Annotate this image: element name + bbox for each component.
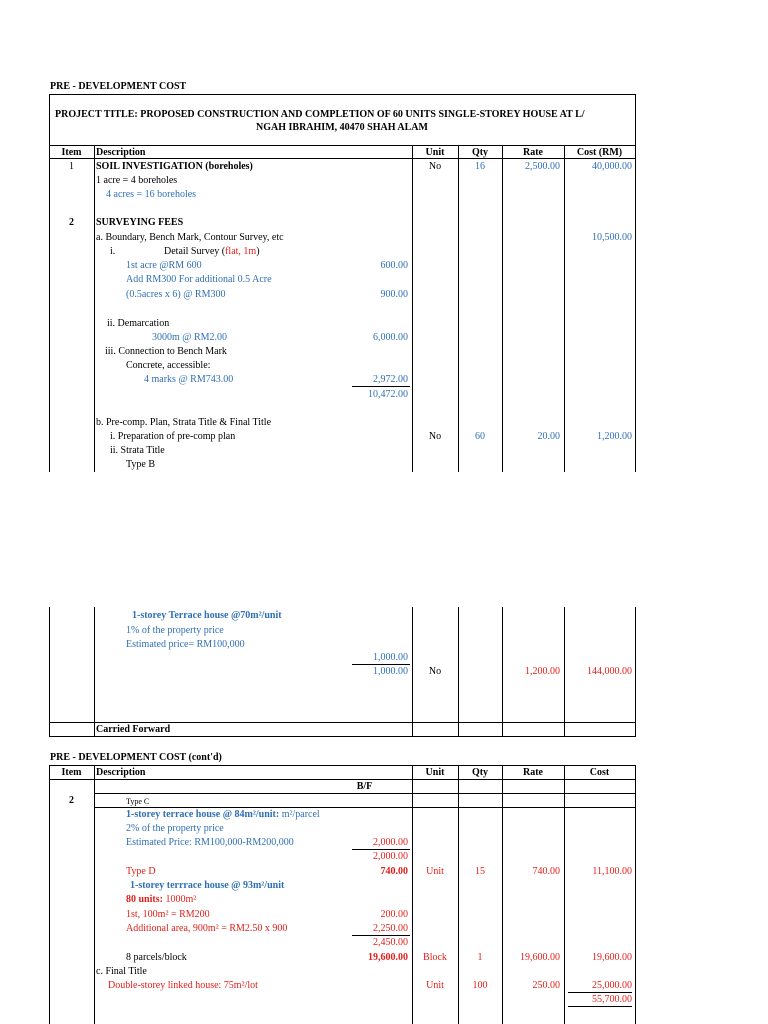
item2-number: 2: [69, 217, 74, 228]
item1-cost: 40,000.00: [592, 161, 632, 172]
calc-amount: 900.00: [380, 289, 408, 300]
amount-2: 1,000.00: [373, 666, 408, 677]
double-storey: Double-storey linked house: 75m²/lot: [108, 980, 258, 991]
s3-header-description: Description: [96, 767, 146, 778]
item1-qty: 16: [475, 161, 485, 172]
parcels-amount: 19,600.00: [368, 952, 408, 963]
header-description: Description: [96, 147, 146, 158]
type-d-rate: 740.00: [532, 866, 560, 877]
bench-mark-label: iii. Connection to Bench Mark: [105, 346, 227, 357]
ds-qty: 100: [472, 980, 488, 991]
item1-line1: 1 acre = 4 boreholes: [96, 175, 178, 186]
first-100: 1st, 100m² = RM200: [126, 909, 210, 920]
section2-cost: 144,000.00: [587, 666, 632, 677]
first-acre: 1st acre @RM 600: [126, 260, 202, 271]
precomp-plan: i. Preparation of pre-comp plan: [110, 431, 236, 442]
demarcation-label: ii. Demarcation: [107, 318, 170, 329]
item1-rate: 2,500.00: [525, 161, 560, 172]
calc-line: (0.5acres x 6) @ RM300: [126, 289, 226, 300]
demarcation-line: 3000m @ RM2.00: [152, 332, 228, 343]
terrace-84: 1-storey terrace house @ 84m²/unit: m²/parcel: [126, 809, 320, 820]
terrace-93: 1-storey terrrace house @ 93m²/unit: [130, 880, 285, 891]
area-sum: 2,450.00: [373, 937, 408, 948]
type-c: Type C: [126, 797, 150, 806]
carried-forward: Carried Forward: [96, 724, 171, 735]
page-heading: PRE - DEVELOPMENT COST: [50, 81, 187, 92]
header-rate: Rate: [523, 147, 543, 158]
marks-amount: 2,972.00: [373, 374, 408, 385]
item1-title: SOIL INVESTIGATION (boreholes): [96, 161, 253, 172]
section2-rate: 1,200.00: [525, 666, 560, 677]
section2-unit: No: [428, 666, 442, 677]
type-d: Type D: [126, 866, 156, 877]
header-cost: Cost (RM): [576, 147, 623, 158]
s3-header-qty: Qty: [471, 767, 489, 778]
item2a-cost: 10,500.00: [592, 232, 632, 243]
first-100-amount: 200.00: [380, 909, 408, 920]
s3-header-cost: Cost: [589, 767, 610, 778]
pct-2: 2% of the property price: [126, 823, 224, 834]
item1-number: 1: [69, 161, 74, 172]
precomp-unit: No: [428, 431, 442, 442]
precomp-rate: 20.00: [537, 431, 560, 442]
type-b: Type B: [126, 459, 156, 470]
item2b-label: b. Pre-comp. Plan, Strata Title & Final Title: [96, 417, 272, 428]
marks-line: 4 marks @ RM743.00: [144, 374, 234, 385]
estimated-price: Estimated price= RM100,000: [126, 639, 245, 650]
item2-title: SURVEYING FEES: [96, 217, 184, 228]
additional-area-amount: 2,250.00: [373, 923, 408, 934]
final-title: c. Final Title: [96, 966, 147, 977]
ds-cost: 25,000.00: [592, 980, 632, 991]
total-cost: 55,700.00: [592, 994, 632, 1005]
type-d-unit: Unit: [426, 866, 444, 877]
precomp-qty: 60: [475, 431, 485, 442]
parcels-unit: Block: [423, 952, 447, 963]
parcels-rate: 19,600.00: [520, 952, 560, 963]
s3-header-rate: Rate: [523, 767, 543, 778]
terrace-70: 1-storey Terrace house @70m²/unit: [132, 610, 282, 621]
header-item: Item: [61, 147, 82, 158]
additional-area: Additional area, 900m² = RM2.50 x 900: [126, 923, 288, 934]
parcels-qty: 1: [477, 952, 483, 963]
header-qty: Qty: [471, 147, 489, 158]
item1-unit: No: [428, 161, 442, 172]
estimated-price-2: Estimated Price: RM100,000-RM200,000: [126, 837, 294, 848]
item2a-i-label: i.: [110, 246, 116, 257]
s3-header-unit: Unit: [425, 767, 445, 778]
concrete-line: Concrete, accessible:: [126, 360, 211, 371]
item1-line2: 4 acres = 16 boreholes: [106, 189, 197, 200]
item2a-label: a. Boundary, Bench Mark, Contour Survey, etc: [96, 232, 284, 243]
strata-title: ii. Strata Title: [110, 445, 165, 456]
s3-header-item: Item: [61, 767, 82, 778]
est2-amount-1: 2,000.00: [373, 837, 408, 848]
type-d-amount: 740.00: [380, 866, 408, 877]
first-acre-amount: 600.00: [380, 260, 408, 271]
section3-heading: PRE - DEVELOPMENT COST (cont'd): [50, 752, 222, 763]
amount-1: 1,000.00: [373, 652, 408, 663]
survey-subtotal: 10,472.00: [368, 389, 408, 400]
units-80: 80 units: 1000m²: [126, 894, 197, 905]
detail-survey: Detail Survey (flat, 1m): [164, 246, 260, 257]
s3-item-number: 2: [69, 795, 74, 806]
header-unit: Unit: [425, 147, 445, 158]
precomp-cost: 1,200.00: [597, 431, 632, 442]
pct-1: 1% of the property price: [126, 625, 224, 636]
parcels-block: 8 parcels/block: [126, 952, 187, 963]
demarcation-amount: 6,000.00: [373, 332, 408, 343]
project-title: PROJECT TITLE: PROPOSED CONSTRUCTION AND COMPLETION OF 60 UNITS SINGLE-STOREY HOUSE AT L/: [55, 109, 585, 120]
add-line: Add RM300 For additional 0.5 Acre: [126, 274, 272, 285]
ds-rate: 250.00: [532, 980, 560, 991]
type-d-qty: 15: [475, 866, 485, 877]
est2-amount-2: 2,000.00: [373, 851, 408, 862]
ds-unit: Unit: [426, 980, 444, 991]
type-d-cost: 11,100.00: [592, 866, 632, 877]
project-title-line2: NGAH IBRAHIM, 40470 SHAH ALAM: [256, 122, 428, 133]
parcels-cost: 19,600.00: [592, 952, 632, 963]
brought-forward: B/F: [356, 781, 373, 792]
